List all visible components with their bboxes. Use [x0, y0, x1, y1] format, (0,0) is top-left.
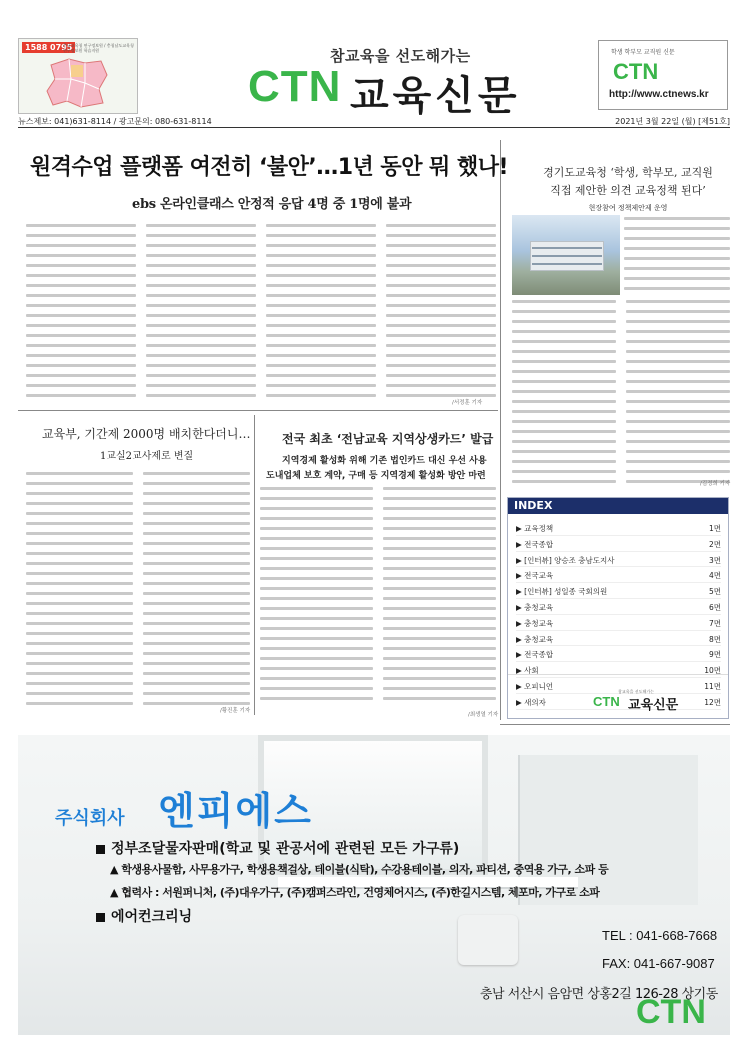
text-line	[26, 682, 133, 685]
text-line	[143, 702, 250, 705]
index-item[interactable]	[516, 536, 721, 552]
text-line	[146, 394, 256, 397]
text-line	[386, 364, 496, 367]
index-item-page: 2면	[708, 539, 721, 549]
text-line	[512, 450, 616, 453]
lead-body	[26, 222, 496, 402]
text-line	[26, 254, 136, 257]
index-item-page: 11면	[704, 681, 721, 691]
info-bar	[18, 116, 730, 128]
top-left-ad[interactable]	[18, 38, 138, 114]
text-line	[146, 354, 256, 357]
text-line	[260, 497, 373, 500]
text-line	[260, 657, 373, 660]
text-line	[383, 667, 496, 670]
text-line	[143, 502, 250, 505]
text-line	[383, 597, 496, 600]
text-line	[146, 374, 256, 377]
text-line	[143, 652, 250, 655]
text-line	[26, 612, 133, 615]
ad-fax: FAX: 041-667-9087	[602, 956, 715, 971]
lead-subhead: ebs 온라인클래스 안정적 응답 4명 중 1명에 불과	[132, 197, 412, 212]
index-item-name: ▶ 사회	[516, 666, 539, 676]
text-line	[266, 274, 376, 277]
ad-line4: 에어컨크리닝	[96, 906, 192, 926]
text-line	[143, 542, 250, 545]
text-line	[626, 340, 730, 343]
text-line	[383, 647, 496, 650]
text-line	[624, 227, 730, 230]
text-line	[26, 264, 136, 267]
text-line	[143, 672, 250, 675]
text-line	[26, 234, 136, 237]
index-item-page: 10면	[704, 666, 721, 676]
text-line	[624, 217, 730, 220]
text-line	[512, 380, 616, 383]
text-line	[626, 450, 730, 453]
text-line	[143, 532, 250, 535]
text-line	[143, 482, 250, 485]
text-line	[383, 507, 496, 510]
text-line	[626, 380, 730, 383]
side-subtitle: 현장참여 정책제안제 운영	[588, 204, 668, 212]
text-line	[146, 334, 256, 337]
text-line	[386, 324, 496, 327]
text-line	[624, 237, 730, 240]
text-line	[383, 607, 496, 610]
text-line	[26, 284, 136, 287]
text-line	[383, 537, 496, 540]
text-line	[512, 330, 616, 333]
text-line	[626, 390, 730, 393]
text-line	[260, 637, 373, 640]
box2-title[interactable]: 교육부, 기간제 2000명 배치한다더니…	[42, 427, 251, 441]
text-line	[626, 330, 730, 333]
text-line	[26, 512, 133, 515]
index-item[interactable]	[516, 552, 721, 568]
text-line	[266, 374, 376, 377]
text-line	[383, 677, 496, 680]
text-line	[146, 274, 256, 277]
text-line	[512, 370, 616, 373]
index-item[interactable]	[516, 615, 721, 631]
text-line	[383, 557, 496, 560]
text-line	[266, 254, 376, 257]
text-line	[260, 647, 373, 650]
text-line	[266, 294, 376, 297]
text-line	[383, 617, 496, 620]
text-line	[266, 384, 376, 387]
text-line	[512, 410, 616, 413]
issue-date: 2021년 3월 22일 (월) [제51호]	[615, 117, 730, 126]
text-line	[143, 572, 250, 575]
text-line	[383, 487, 496, 490]
text-line	[260, 557, 373, 560]
text-line	[143, 622, 250, 625]
right-box-ctn: CTN	[613, 59, 659, 84]
text-line	[512, 310, 616, 313]
text-line	[624, 267, 730, 270]
text-line	[386, 254, 496, 257]
text-line	[512, 440, 616, 443]
lead-byline: /서정훈 기자	[452, 400, 483, 406]
index-footer-ctn: CTN	[593, 694, 620, 709]
text-line	[512, 430, 616, 433]
text-line	[26, 582, 133, 585]
text-line	[383, 547, 496, 550]
box3-sub1: 지역경제 활성화 위해 기존 법인카드 대신 우선 사용	[282, 456, 487, 466]
text-line	[260, 537, 373, 540]
text-line	[26, 532, 133, 535]
text-line	[260, 597, 373, 600]
right-box-small: 학생 학부모 교직원 신문	[611, 49, 675, 56]
logo-name[interactable]: 교육신문	[350, 73, 521, 119]
text-line	[512, 360, 616, 363]
index-item-name: ▶ 충청교육	[516, 618, 554, 628]
text-line	[146, 314, 256, 317]
text-line	[260, 547, 373, 550]
index-item[interactable]	[516, 520, 721, 536]
text-line	[386, 274, 496, 277]
column-divider	[500, 140, 501, 720]
text-line	[626, 430, 730, 433]
ad-company-prefix: 주식회사	[55, 808, 125, 829]
box2-body	[26, 470, 250, 710]
text-line	[146, 324, 256, 327]
text-line	[624, 247, 730, 250]
box3-body	[260, 485, 496, 710]
index-footer-name: 교육신문	[628, 698, 679, 713]
index-item-name: ▶ [인터뷰] 성일종 국회의원	[516, 587, 608, 597]
text-line	[146, 294, 256, 297]
text-line	[26, 552, 133, 555]
text-line	[146, 244, 256, 247]
text-line	[143, 682, 250, 685]
text-line	[512, 320, 616, 323]
text-line	[26, 334, 136, 337]
text-line	[260, 627, 373, 630]
lead-headline[interactable]: 원격수업 플랫폼 여전히 ‘불안’…1년 동안 뭐 했나!	[30, 155, 509, 180]
text-line	[260, 517, 373, 520]
text-line	[143, 562, 250, 565]
text-line	[143, 632, 250, 635]
text-line	[383, 497, 496, 500]
index-item[interactable]	[516, 599, 721, 615]
text-line	[146, 254, 256, 257]
index-item-name: ▶ 오피니언	[516, 681, 554, 691]
box2-byline: /황진훈 기자	[220, 708, 251, 714]
text-line	[512, 420, 616, 423]
text-line	[626, 410, 730, 413]
box3-title[interactable]: 전국 최초 ‘전남교육 지역상생카드’ 발급	[282, 432, 494, 446]
text-line	[26, 602, 133, 605]
text-line	[386, 344, 496, 347]
index-item-page: 9면	[708, 650, 721, 660]
index-footer-small: 참교육을 선도해가는	[618, 689, 655, 694]
index-item-page: 12면	[704, 697, 721, 707]
text-line	[143, 492, 250, 495]
text-line	[266, 324, 376, 327]
index-item-name: ▶ 전국교육	[516, 571, 554, 581]
ad-line1: 정부조달물자판매(학교 및 관공서에 관련된 모든 가구류)	[96, 838, 459, 858]
text-line	[146, 264, 256, 267]
text-line	[26, 642, 133, 645]
ad-ctn-logo: CTN	[636, 993, 706, 1031]
text-line	[260, 687, 373, 690]
index-footer	[508, 674, 728, 718]
square-bullet-icon	[96, 845, 105, 854]
index-item-page: 3면	[708, 555, 721, 565]
text-line	[26, 304, 136, 307]
text-line	[26, 384, 136, 387]
index-item-name: ▶ 전국종합	[516, 650, 554, 660]
text-line	[260, 507, 373, 510]
text-line	[626, 470, 730, 473]
text-line	[386, 334, 496, 337]
text-line	[626, 400, 730, 403]
text-line	[26, 492, 133, 495]
text-line	[386, 374, 496, 377]
text-line	[26, 572, 133, 575]
logo-ctn[interactable]: CTN	[248, 62, 342, 111]
text-line	[26, 672, 133, 675]
text-line	[143, 602, 250, 605]
text-line	[26, 662, 133, 665]
text-line	[146, 284, 256, 287]
text-line	[386, 284, 496, 287]
text-line	[26, 632, 133, 635]
text-line	[26, 374, 136, 377]
ad-phone: 1588 0795	[22, 42, 75, 53]
text-line	[143, 512, 250, 515]
text-line	[386, 294, 496, 297]
text-line	[512, 460, 616, 463]
text-line	[266, 234, 376, 237]
ad-tel[interactable]: TEL : 041-668-7668	[602, 928, 718, 943]
index-panel	[507, 497, 729, 719]
index-item[interactable]	[516, 583, 721, 599]
text-line	[266, 224, 376, 227]
text-line	[260, 697, 373, 700]
index-item[interactable]	[516, 567, 721, 583]
text-line	[386, 314, 496, 317]
text-line	[26, 324, 136, 327]
text-line	[386, 384, 496, 387]
text-line	[143, 522, 250, 525]
text-line	[383, 517, 496, 520]
text-line	[266, 394, 376, 397]
text-line	[266, 344, 376, 347]
text-line	[26, 472, 133, 475]
text-line	[512, 390, 616, 393]
text-line	[260, 667, 373, 670]
text-line	[383, 687, 496, 690]
text-line	[266, 354, 376, 357]
site-url[interactable]: http://www.ctnews.kr	[609, 89, 709, 100]
text-line	[26, 652, 133, 655]
ad-address: 충남 서산시 음암면 상홍2길 126-28 상기동	[480, 987, 718, 1002]
text-line	[383, 627, 496, 630]
side-body	[512, 298, 730, 488]
index-item-name: ▶ 새의자	[516, 697, 546, 707]
index-item-name: ▶ 충청교육	[516, 602, 554, 612]
text-line	[26, 522, 133, 525]
index-item-page: 5면	[708, 587, 721, 597]
text-line	[26, 592, 133, 595]
side-body	[624, 215, 730, 295]
box3-byline: /최생열 기자	[468, 712, 499, 718]
text-line	[143, 592, 250, 595]
text-line	[512, 340, 616, 343]
index-item-name: ▶ 교육정책	[516, 524, 554, 533]
text-line	[260, 487, 373, 490]
text-line	[26, 224, 136, 227]
text-line	[383, 577, 496, 580]
side-title-line2[interactable]: 직접 제안한 의견 교육정책 된다’	[550, 184, 706, 197]
text-line	[26, 244, 136, 247]
square-bullet-icon	[96, 913, 105, 922]
masthead-tagline: 참교육을 선도해가는	[330, 47, 471, 65]
school-photo	[512, 215, 620, 295]
text-line	[266, 304, 376, 307]
text-line	[266, 364, 376, 367]
text-line	[386, 264, 496, 267]
text-line	[266, 314, 376, 317]
text-line	[26, 692, 133, 695]
text-line	[26, 562, 133, 565]
text-line	[26, 314, 136, 317]
text-line	[512, 350, 616, 353]
text-line	[383, 657, 496, 660]
text-line	[626, 350, 730, 353]
index-item-page: 7면	[708, 618, 721, 628]
text-line	[143, 582, 250, 585]
text-line	[146, 384, 256, 387]
text-line	[143, 692, 250, 695]
text-line	[26, 482, 133, 485]
text-line	[146, 304, 256, 307]
text-line	[26, 702, 133, 705]
text-line	[26, 274, 136, 277]
text-line	[383, 697, 496, 700]
text-line	[26, 542, 133, 545]
text-line	[146, 364, 256, 367]
index-item-page: 4면	[708, 571, 721, 581]
text-line	[386, 224, 496, 227]
text-line	[260, 677, 373, 680]
ad-line2: ▲ 학생용사물함, 사무용가구, 학생용책걸상, 테이블(식탁), 수강용테이블, 의자, 파티션, 중역용 가구, 소파 등	[110, 863, 609, 876]
text-line	[266, 334, 376, 337]
text-line	[143, 472, 250, 475]
text-line	[386, 244, 496, 247]
text-line	[266, 244, 376, 247]
text-line	[143, 612, 250, 615]
text-line	[512, 300, 616, 303]
text-line	[624, 287, 730, 290]
text-line	[26, 344, 136, 347]
text-line	[260, 587, 373, 590]
text-line	[146, 344, 256, 347]
section-divider	[18, 410, 498, 411]
text-line	[266, 284, 376, 287]
text-line	[626, 440, 730, 443]
text-line	[260, 607, 373, 610]
text-line	[260, 567, 373, 570]
text-line	[26, 394, 136, 397]
text-line	[386, 394, 496, 397]
index-item-page: 6면	[708, 602, 721, 612]
index-item[interactable]	[516, 631, 721, 647]
text-line	[624, 277, 730, 280]
top-right-box[interactable]	[598, 40, 728, 110]
text-line	[266, 264, 376, 267]
index-item-name: ▶ 충청교육	[516, 634, 554, 644]
text-line	[383, 567, 496, 570]
index-item-name: ▶ [인터뷰] 양승조 충남도지사	[516, 555, 615, 565]
text-line	[146, 224, 256, 227]
text-line	[26, 502, 133, 505]
text-line	[26, 294, 136, 297]
section-divider	[500, 724, 730, 725]
text-line	[626, 300, 730, 303]
text-line	[383, 527, 496, 530]
text-line	[624, 257, 730, 260]
box2-subtitle: 1교실2교사제로 변질	[100, 451, 194, 462]
text-line	[143, 662, 250, 665]
text-line	[386, 304, 496, 307]
text-line	[512, 480, 616, 483]
ad-line3: ▲ 협력사 : 서원퍼니처, (주)대우가구, (주)캠퍼스라인, 건영체어시스, (주)한길시스템, 체포마, 가구로 소파	[110, 886, 600, 899]
text-line	[143, 642, 250, 645]
text-line	[386, 234, 496, 237]
text-line	[26, 354, 136, 357]
index-item-name: ▶ 전국종합	[516, 539, 554, 549]
text-line	[626, 370, 730, 373]
map-icon	[41, 55, 111, 111]
box3-sub2: 도내업체 보호 계약, 구매 등 지역경제 활성화 방안 마련	[266, 471, 486, 481]
bottom-ad[interactable]	[18, 735, 730, 1035]
text-line	[260, 577, 373, 580]
text-line	[260, 617, 373, 620]
text-line	[26, 364, 136, 367]
text-line	[143, 552, 250, 555]
text-line	[626, 360, 730, 363]
index-item-page: 8면	[708, 634, 721, 644]
index-head: INDEX	[508, 498, 728, 514]
text-line	[626, 420, 730, 423]
side-byline: /김정희 기자	[700, 481, 731, 487]
ad-company-name: 엔피에스	[158, 789, 313, 833]
text-line	[386, 354, 496, 357]
text-line	[626, 460, 730, 463]
text-line	[512, 470, 616, 473]
text-line	[26, 622, 133, 625]
text-line	[383, 587, 496, 590]
text-line	[260, 527, 373, 530]
index-item[interactable]	[516, 646, 721, 662]
column-divider	[254, 415, 255, 715]
index-item-page: 1면	[708, 524, 721, 533]
ad-text: 충남교육청 연구정보원 / 충청남도교육청 연구정보원 학습지원	[63, 43, 134, 53]
side-title[interactable]: 경기도교육청 ‘학생, 학부모, 교직원	[543, 166, 713, 179]
text-line	[626, 320, 730, 323]
text-line	[383, 637, 496, 640]
contact-info: 뉴스제보: 041)631-8114 / 광고문의: 080-631-8114	[18, 117, 212, 126]
text-line	[146, 234, 256, 237]
text-line	[626, 310, 730, 313]
text-line	[512, 400, 616, 403]
